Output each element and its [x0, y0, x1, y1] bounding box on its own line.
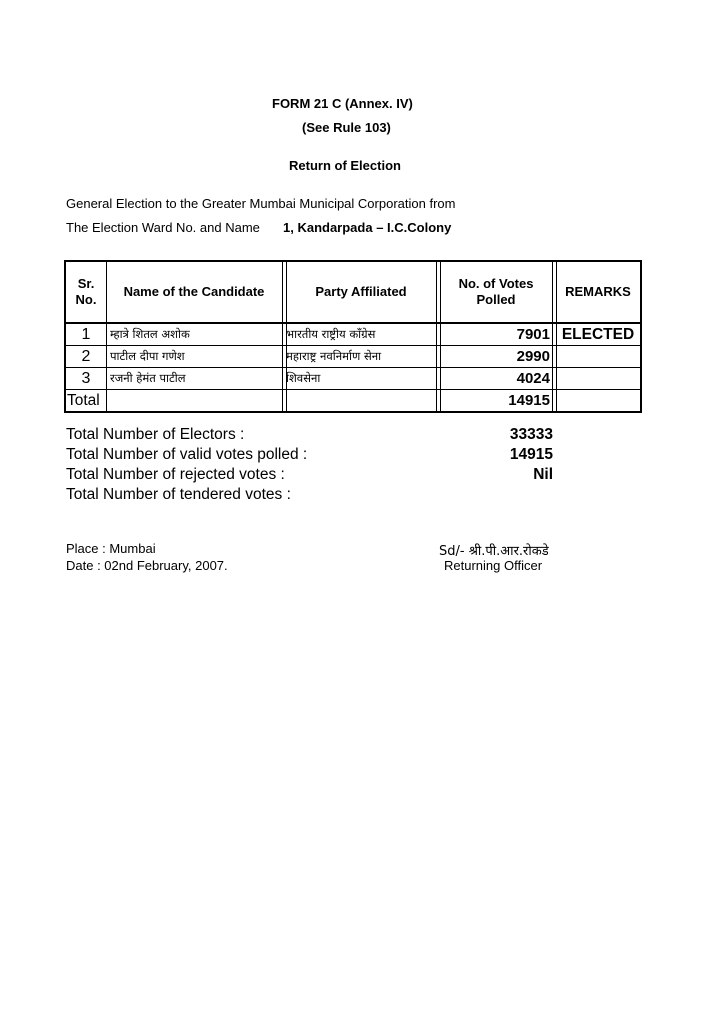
summary-label-valid-votes: Total Number of valid votes polled : [66, 446, 308, 463]
rule-reference: (See Rule 103) [302, 120, 391, 135]
votes-cell: 7901 [516, 326, 550, 343]
return-heading: Return of Election [289, 158, 401, 173]
total-row [66, 390, 640, 411]
header-remarks: REMARKS [565, 284, 631, 299]
ward-label: The Election Ward No. and Name [66, 220, 260, 235]
summary-label-electors: Total Number of Electors : [66, 426, 245, 443]
date-line: Date : 02nd February, 2007. [66, 558, 228, 573]
sr-cell: 1 [81, 325, 91, 343]
votes-cell: 2990 [516, 348, 550, 365]
results-table [64, 260, 642, 413]
form-title: FORM 21 C (Annex. IV) [272, 96, 413, 111]
party-cell: शिवसेना [286, 371, 321, 385]
place-line: Place : Mumbai [66, 541, 156, 556]
total-votes-cell: 14915 [508, 392, 550, 409]
election-description: General Election to the Greater Mumbai Municipal Corporation from [66, 196, 456, 211]
ward-value: 1, Kandarpada – I.C.Colony [283, 220, 452, 235]
table-row [66, 346, 640, 368]
sr-cell: 2 [81, 347, 91, 365]
summary-label-rejected-votes: Total Number of rejected votes : [66, 466, 285, 483]
summary-value-valid-votes: 14915 [509, 446, 553, 463]
header-votes: No. of Votes Polled [458, 276, 534, 307]
header-candidate-name: Name of the Candidate [123, 284, 265, 299]
returning-officer: Returning Officer [444, 558, 543, 573]
remarks-cell [556, 368, 640, 389]
candidate-name-cell: रजनी हेमंत पाटील [110, 371, 186, 385]
table-header [66, 262, 640, 324]
sr-cell: 3 [81, 369, 91, 387]
party-cell: महाराष्ट्र नवनिर्माण सेना [286, 349, 382, 363]
candidate-name-cell: पाटील दीपा गणेश [110, 349, 185, 363]
header-party: Party Affiliated [315, 284, 407, 299]
remarks-cell [556, 346, 640, 367]
signature-line: Sd/- श्री.पी.आर.रोकडे [439, 544, 549, 559]
votes-cell: 4024 [516, 370, 550, 387]
summary-value-electors: 33333 [509, 426, 553, 443]
candidate-name-cell: म्हात्रे शितल अशोक [110, 327, 190, 341]
summary-value-rejected-votes: Nil [533, 466, 553, 483]
party-cell: भारतीय राष्ट्रीय काँग्रेस [286, 327, 376, 341]
header-sr-no: Sr. No. [75, 276, 97, 307]
table-row [66, 368, 640, 390]
remarks-cell: ELECTED [561, 325, 635, 343]
summary-label-tendered-votes: Total Number of tendered votes : [66, 486, 291, 503]
table-row [66, 324, 640, 346]
total-label: Total [67, 391, 100, 409]
